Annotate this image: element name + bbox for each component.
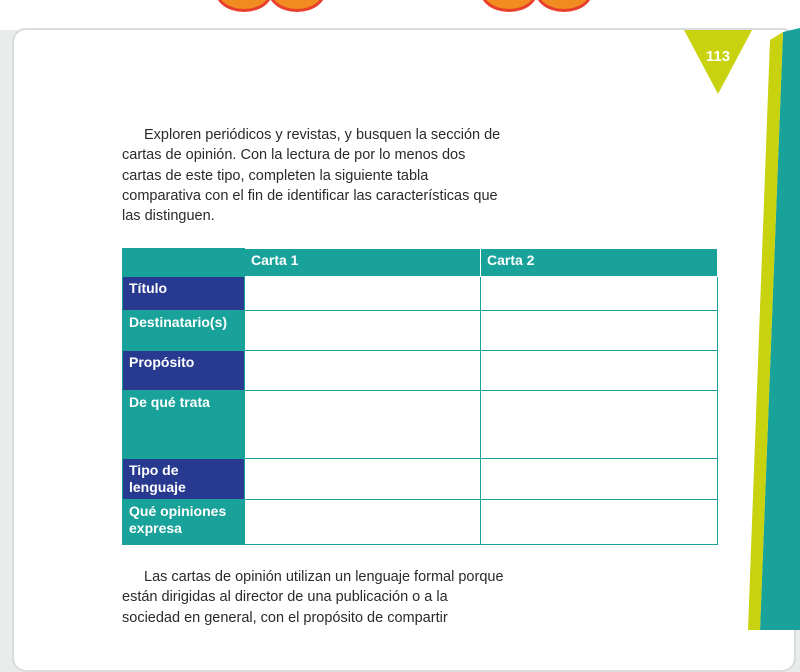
row-label-titulo: Título [123, 277, 245, 311]
comparison-table [122, 248, 718, 545]
row-label-que-opiniones-expresa: Qué opiniones expresa [123, 500, 245, 545]
row-label-proposito: Propósito [123, 351, 245, 391]
table-row [123, 459, 718, 500]
table-row [123, 351, 718, 391]
column-header-carta-1: Carta 1 [245, 249, 481, 277]
row-label-de-que-trata: De qué trata [123, 391, 245, 459]
outro-paragraph: Las cartas de opinión utilizan un lenguaje formal porque están dirigidas al director de una publicación o a la sociedad en general, con el propósito de compartir [122, 569, 504, 626]
answer-cell-carta-2[interactable] [481, 351, 718, 391]
answer-cell-carta-2[interactable] [481, 311, 718, 351]
answer-cell-carta-1[interactable] [245, 391, 481, 459]
answer-cell-carta-2[interactable] [481, 391, 718, 459]
page-number: 113 [705, 48, 731, 65]
answer-cell-carta-1[interactable] [245, 351, 481, 391]
column-header-carta-2: Carta 2 [481, 249, 718, 277]
answer-cell-carta-1[interactable] [245, 277, 481, 311]
answer-cell-carta-1[interactable] [245, 500, 481, 545]
answer-cell-carta-1[interactable] [245, 311, 481, 351]
answer-cell-carta-1[interactable] [245, 459, 481, 500]
table-row [123, 311, 718, 351]
decorative-shape [215, 0, 273, 12]
answer-cell-carta-2[interactable] [481, 277, 718, 311]
decorative-shape [535, 0, 593, 12]
top-decoration [0, 0, 800, 30]
table-row [123, 500, 718, 545]
table-header-row [123, 249, 718, 277]
table-row [123, 277, 718, 311]
decorative-shape [268, 0, 326, 12]
answer-cell-carta-2[interactable] [481, 459, 718, 500]
table-row [123, 391, 718, 459]
row-label-destinatarios: Destinatario(s) [123, 311, 245, 351]
table-corner-cell [123, 249, 245, 277]
row-label-tipo-de-lenguaje: Tipo de lenguaje [123, 459, 245, 500]
intro-paragraph: Exploren periódicos y revistas, y busquen la sección de cartas de opinión. Con la lectura de por lo menos dos cartas de este tipo, completen la siguiente tabla comparativa con el fin de identificar las características que las distinguen. [122, 127, 501, 225]
answer-cell-carta-2[interactable] [481, 500, 718, 545]
decorative-shape [480, 0, 538, 12]
